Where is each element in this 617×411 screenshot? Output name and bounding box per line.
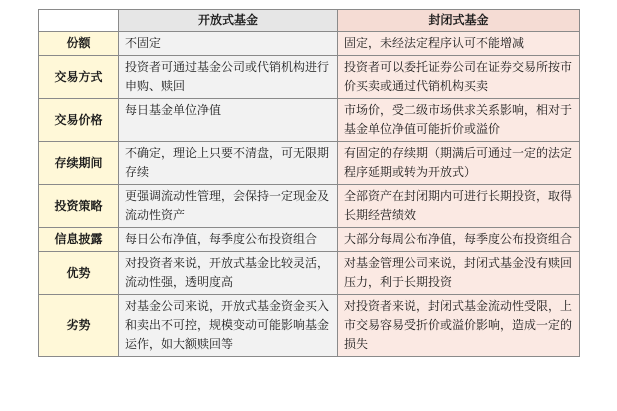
fund-comparison-table xyxy=(38,9,580,357)
row-label: 劣势 xyxy=(39,295,119,357)
row-label: 优势 xyxy=(39,252,119,295)
open-fund-cell: 每日公布净值，每季度公布投资组合 xyxy=(119,228,338,252)
row-label: 投资策略 xyxy=(39,185,119,228)
closed-fund-cell: 有固定的存续期（期满后可通过一定的法定程序延期或转为开放式） xyxy=(338,142,580,185)
row-label: 交易方式 xyxy=(39,56,119,99)
closed-fund-cell: 对投资者来说，封闭式基金流动性受限，上市交易容易受折价或溢价影响，造成一定的损失 xyxy=(338,295,580,357)
table-row-advantages xyxy=(39,252,580,295)
open-fund-cell: 对基金公司来说，开放式基金资金买入和卖出不可控，规模变动可能影响基金运作，如大额赎回等 xyxy=(119,295,338,357)
closed-fund-cell: 全部资产在封闭期内可进行长期投资，取得长期经营绩效 xyxy=(338,185,580,228)
row-label: 份额 xyxy=(39,32,119,56)
open-fund-cell: 对投资者来说，开放式基金比较灵活，流动性强，透明度高 xyxy=(119,252,338,295)
table-row-investment-strategy xyxy=(39,185,580,228)
closed-fund-cell: 市场价，受二级市场供求关系影响，相对于基金单位净值可能折价或溢价 xyxy=(338,99,580,142)
row-label: 存续期间 xyxy=(39,142,119,185)
closed-fund-cell: 固定，未经法定程序认可不能增减 xyxy=(338,32,580,56)
table-row-trading-price xyxy=(39,99,580,142)
table-row-trading-method xyxy=(39,56,580,99)
row-label: 信息披露 xyxy=(39,228,119,252)
header-closed-end-fund: 封闭式基金 xyxy=(338,10,580,32)
open-fund-cell: 不固定 xyxy=(119,32,338,56)
comparison-table-container xyxy=(38,9,580,357)
table-row-shares xyxy=(39,32,580,56)
closed-fund-cell: 投资者可以委托证券公司在证券交易所按市价买卖或通过代销机构买卖 xyxy=(338,56,580,99)
closed-fund-cell: 对基金管理公司来说，封闭式基金没有赎回压力，利于长期投资 xyxy=(338,252,580,295)
closed-fund-cell: 大部分每周公布净值，每季度公布投资组合 xyxy=(338,228,580,252)
header-open-end-fund: 开放式基金 xyxy=(119,10,338,32)
table-row-disadvantages xyxy=(39,295,580,357)
table-header-row xyxy=(39,10,580,32)
open-fund-cell: 更强调流动性管理，会保持一定现金及流动性资产 xyxy=(119,185,338,228)
open-fund-cell: 投资者可通过基金公司或代销机构进行申购、赎回 xyxy=(119,56,338,99)
table-row-duration xyxy=(39,142,580,185)
open-fund-cell: 不确定，理论上只要不清盘，可无限期存续 xyxy=(119,142,338,185)
open-fund-cell: 每日基金单位净值 xyxy=(119,99,338,142)
table-row-disclosure xyxy=(39,228,580,252)
header-corner xyxy=(39,10,119,32)
row-label: 交易价格 xyxy=(39,99,119,142)
